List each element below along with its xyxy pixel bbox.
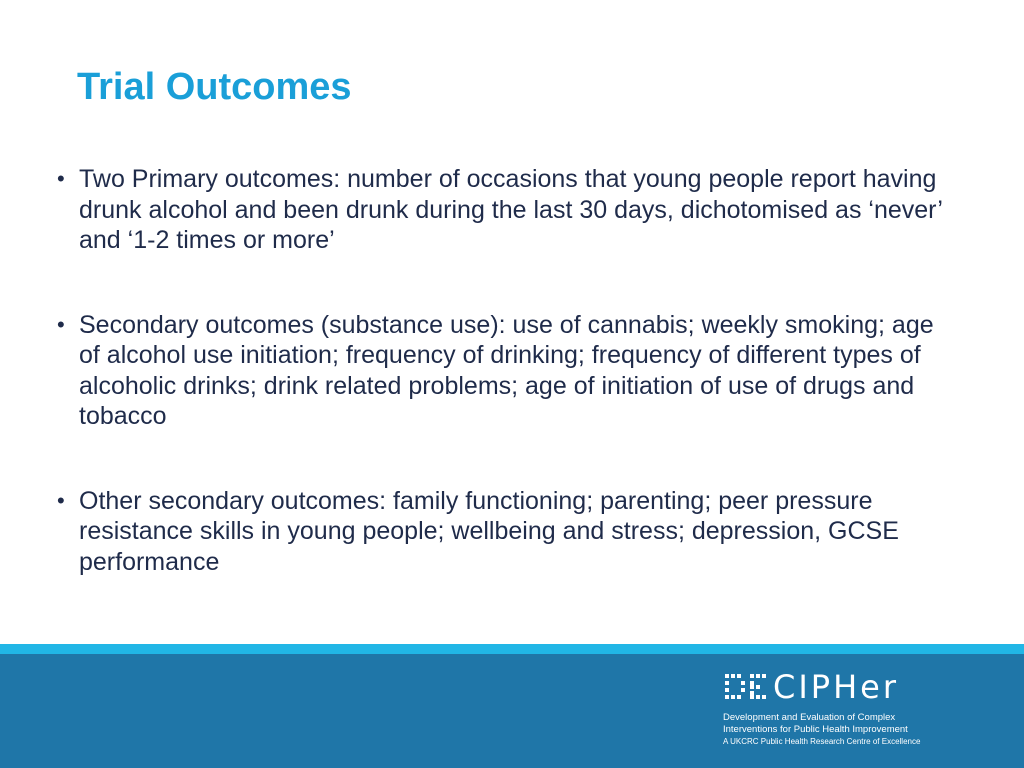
logo-dotted-de-icon bbox=[723, 672, 771, 702]
logo-wordmark bbox=[723, 668, 963, 706]
bullet-other-outcomes: • Other secondary outcomes: family functioning; parenting; peer pressure resistance skills in young people; wellbeing and stress; depression, GCSE performance bbox=[57, 486, 957, 578]
logo-text: CIPHer bbox=[773, 668, 899, 706]
bullet-secondary-outcomes: • Secondary outcomes (substance use): use of cannabis; weekly smoking; age of alcohol use initiation; frequency of drinking; frequency of different types of alcoholic drinks; drink related problems; age of initiation of use of drugs and tobacco bbox=[57, 310, 957, 432]
slide-title: Trial Outcomes bbox=[77, 66, 352, 108]
logo-tagline-line: Development and Evaluation of Complex bbox=[723, 712, 896, 723]
footer-stripe bbox=[0, 644, 1024, 654]
bullet-primary-outcomes: • Two Primary outcomes: number of occasions that young people report having drunk alcohol and been drunk during the last 30 days, dichotomised as ‘never’ and ‘1-2 times or more’ bbox=[57, 164, 957, 256]
bullet-list bbox=[57, 164, 957, 631]
logo-tagline bbox=[723, 712, 963, 748]
decipher-logo bbox=[723, 668, 963, 748]
logo-tagline-line: A UKCRC Public Health Research Centre of Excellence bbox=[723, 737, 921, 746]
logo-tagline-line: Interventions for Public Health Improvement bbox=[723, 724, 908, 735]
